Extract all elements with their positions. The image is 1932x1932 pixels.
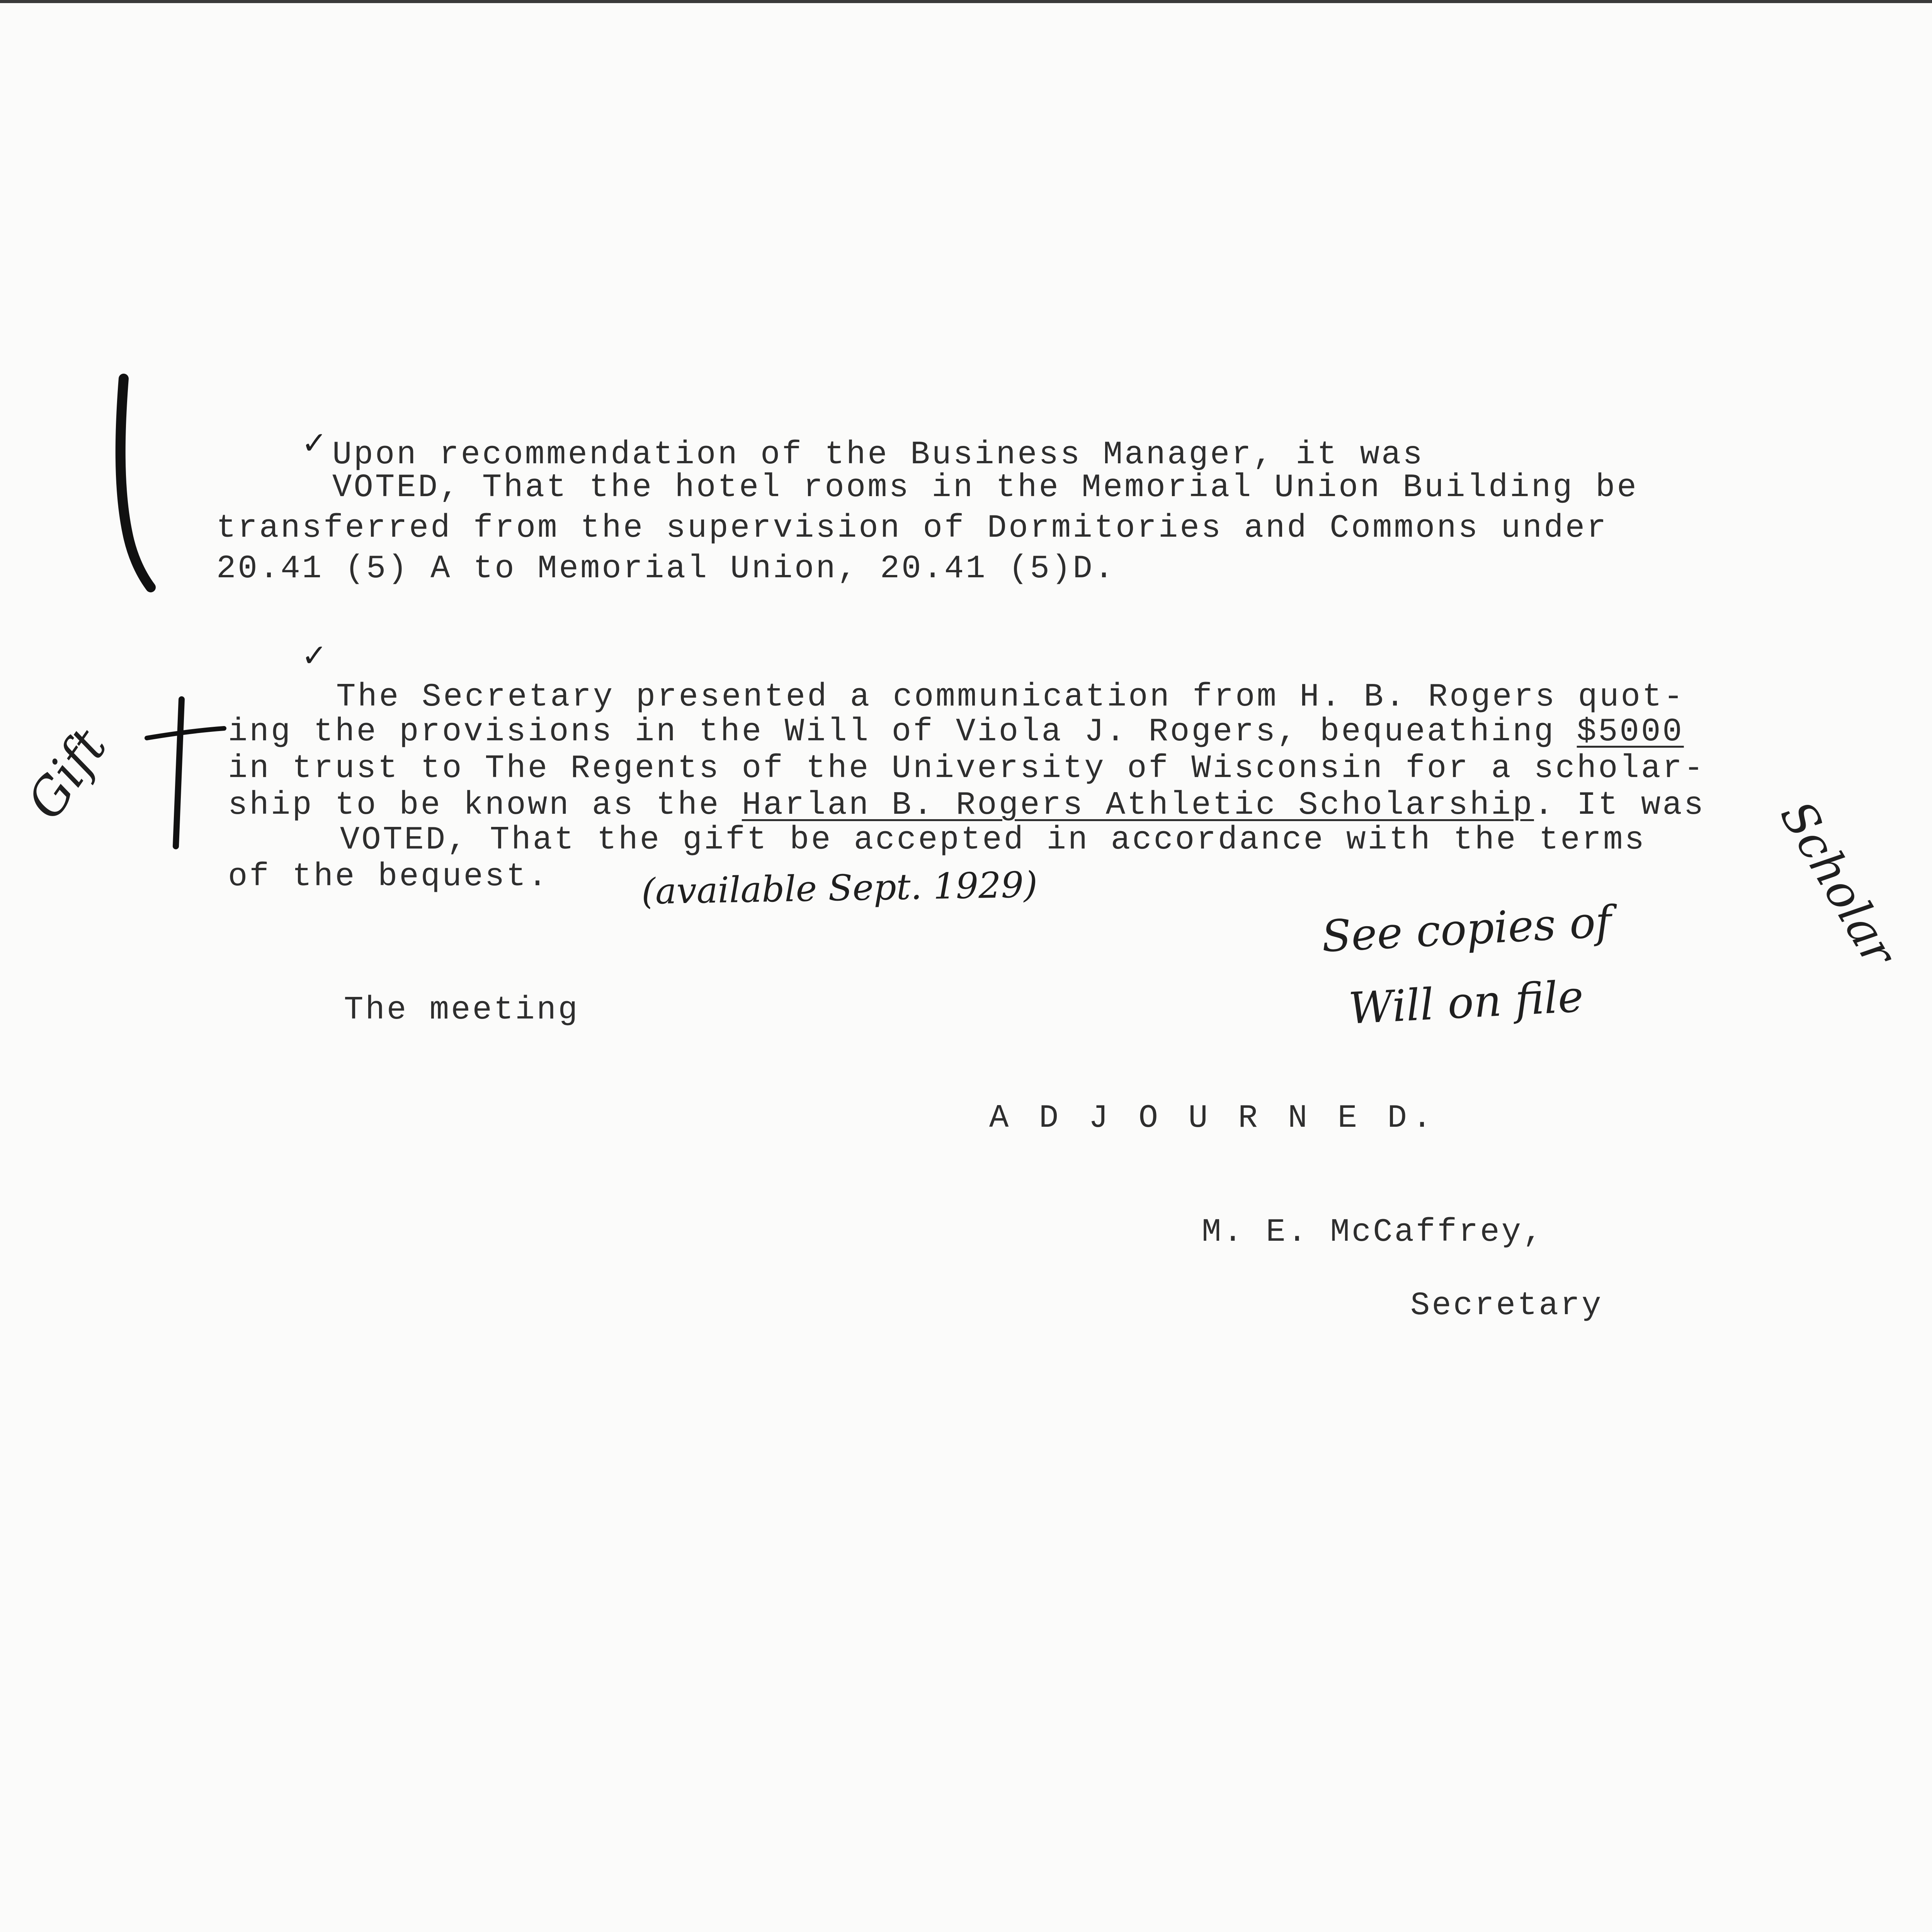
bequest-amount: $5000 [1577,714,1684,750]
paragraph-2-line-1: The Secretary presented a communication from H. B. Rogers quot- [336,679,1685,716]
paragraph-2-line-3: in trust to The Regents of the University of Wisconsin for a scholar- [228,750,1706,787]
paragraph-2-line-2 [228,713,1684,752]
paragraph-1-line-4: 20.41 (5) A to Memorial Union, 20.41 (5)D. [216,551,1116,587]
paragraph-2-line-4-text: ship to be known as the [228,787,742,824]
handwritten-see-copies-line-2: Will on file [1347,971,1585,1034]
handwritten-scholar-label: Scholar [1769,792,1906,975]
paragraph-2-line-5: VOTED, That the gift be accepted in accordance with the terms [340,822,1646,859]
paragraph-1-line-2: VOTED, That the hotel rooms in the Memorial Union Building be [332,469,1638,506]
closing-the-meeting: The meeting [344,992,580,1029]
scholarship-name: Harlan B. Rogers Athletic Scholarship [742,787,1534,824]
check-mark-icon: ✓ [301,425,328,461]
handwritten-available-note: (available Sept. 1929) [641,864,1038,912]
margin-bracket-mark [108,371,170,595]
paragraph-2-line-2-text: ing the provisions in the Will of Viola J. Rogers, bequeathing [228,714,1577,750]
page-top-edge [0,0,1932,3]
closing-adjourned: A D J O U R N E D. [989,1100,1437,1137]
check-mark-icon: ✓ [301,638,328,673]
paragraph-2-line-4 [228,786,1705,825]
signer-name: M. E. McCaffrey, [1202,1214,1544,1251]
paragraph-1-line-3: transferred from the supervision of Dormitories and Commons under [216,510,1608,547]
handwritten-gift-label: Gift [15,718,118,830]
gift-cross-mark [139,692,232,854]
paragraph-2-line-6: of the bequest. [228,859,549,895]
paragraph-2-line-4-end: . It was [1534,787,1706,824]
paragraph-1-line-1: Upon recommendation of the Business Manager, it was [332,437,1424,473]
handwritten-see-copies-line-1: See copies of [1320,896,1613,962]
signer-title: Secretary [1410,1287,1603,1324]
